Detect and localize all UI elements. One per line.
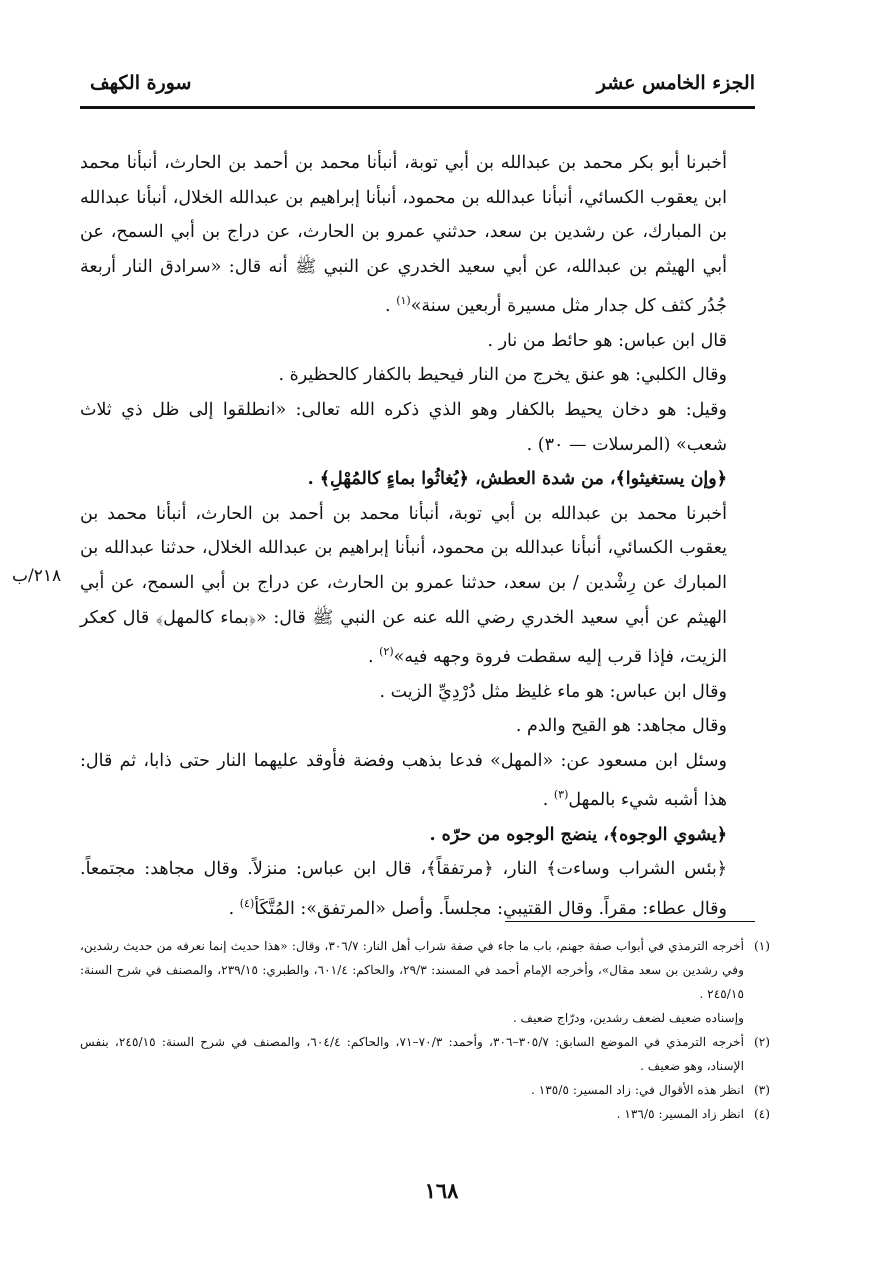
footnote-ref: (٢)	[379, 645, 394, 659]
footnote	[80, 1030, 780, 1078]
footnote	[80, 1102, 780, 1126]
body-paragraph: أخبرنا محمد بن عبدالله بن أبي توبة، أنبأنا محمد بن أحمد بن الحارث، أنبأنا محمد بن يعقوب الكسائي، أنبأنا عبدالله بن محمود، أنبأنا إبراهيم بن عبدالله الخلال، حدثنا عبدالله بن المبارك عن رِشْدين / بن سعد، حدثنا عمرو بن الحارث، عن دراج بن أبي السمح، عن أبي الهيثم عن أبي سعيد الخدري رضي الله عنه عن النبي ﷺ قال: «﴿بماء كالمهل﴾ قال كعكر الزيت، فإذا قرب إليه سقطت فروة وجهه فيه»$^{(٢)}$ .	[80, 503, 727, 667]
footnote	[80, 934, 780, 1030]
footnote-number: (١)	[753, 939, 771, 953]
footnote-line: انظر هذه الأقوال في: زاد المسير: ١٣٥/٥ .	[530, 1083, 744, 1097]
body-paragraph: وسئل ابن مسعود عن: «المهل» فدعا بذهب وفضة فأوقد عليهما النار حتى ذابا، ثم قال: هذا أشبه شيء بالمهل$^{(٣)}$ .	[80, 750, 727, 811]
quran-verse: ﴿يشوي الوجوه﴾، ينضج الوجوه من حرّه .	[429, 824, 727, 845]
body-paragraph: أخبرنا أبو بكر محمد بن عبدالله بن أبي توبة، أنبأنا محمد بن أحمد بن الحارث، أنبأنا محمد ابن يعقوب الكسائي، أنبأنا عبدالله بن محمود، أنبأنا إبراهيم بن عبدالله الخلال، أنبأنا عبدالله بن المبارك، عن رشدين بن سعد، حدثني عمرو بن الحارث، عن دراج بن أبي السمح، عن أبي الهيثم بن عبدالله، عن أبي سعيد الخدري عن النبي ﷺ أنه قال: «سرادق النار أربعة جُدُر كثف كل جدار مثل مسيرة أربعين سنة»$^{(١)}$ .	[80, 153, 727, 317]
footnote	[80, 1078, 780, 1102]
footnote-ref: (٣)	[553, 788, 569, 802]
body-paragraph: وقال مجاهد: هو القيح والدم .	[515, 716, 727, 737]
body-paragraph: وقيل: هو دخان يحيط بالكفار وهو الذي ذكره الله تعالى: «انطلقوا إلى ظل ذي ثلاث شعب» (المرسلات — ٣٠) .	[80, 399, 727, 455]
paragraph-text: أخبرنا أبو بكر محمد بن عبدالله بن أبي توبة، أنبأنا محمد بن أحمد بن الحارث، أنبأنا محمد ابن يعقوب الكسائي، أنبأنا عبدالله بن محمود، أنبأنا إبراهيم بن عبدالله الخلال، أنبأنا عبدالله بن المبارك، عن رشدين بن سعد، حدثني عمرو بن الحارث، عن دراج بن أبي السمح، عن أبي الهيثم بن عبدالله، عن أبي سعيد الخدري عن النبي ﷺ أنه قال: «سرادق النار أربعة جُدُر كثف كل جدار مثل مسيرة أربعين سنة»	[80, 153, 727, 317]
page-number: ١٦٨	[424, 1178, 459, 1203]
header-rule	[80, 106, 755, 109]
footnotes	[80, 934, 780, 1126]
running-header	[80, 68, 755, 108]
body-paragraph: وقال ابن عباس: هو ماء غليظ مثل دُرْدِيِّ الزيت .	[379, 681, 727, 702]
footnote-number: (٣)	[753, 1083, 771, 1097]
body-paragraph: قال ابن عباس: هو حائط من نار .	[487, 330, 727, 351]
manuscript-folio-marker: ٢١٨/ب	[12, 566, 62, 586]
footnote-line: انظر زاد المسير: ١٣٦/٥ .	[616, 1107, 744, 1121]
quran-verse: ﴿وإن يستغيثوا﴾، من شدة العطش، ﴿يُغاثُوا بماءٍ كالمُهْلِ﴾ .	[307, 469, 727, 490]
footnote-number: (٢)	[753, 1035, 771, 1049]
footnote-ref: (١)	[396, 294, 411, 308]
footnote-separator	[505, 921, 755, 922]
surah-title: سورة الكهف	[90, 72, 192, 94]
part-title: الجزء الخامس عشر	[596, 72, 755, 94]
body-paragraph: ﴿بئس الشراب وساءت﴾ النار، ﴿مرتفقاً﴾، قال ابن عباس: منزلاً. وقال مجاهد: مجتمعاً. وقال عطاء: مقراً. وقال القتيبي: مجلساً. وأصل «المرتفق»: المُتَّكَأ$^{(٤)}$ .	[80, 859, 727, 919]
paragraph-text: أخبرنا محمد بن عبدالله بن أبي توبة، أنبأنا محمد بن أحمد بن الحارث، أنبأنا محمد بن يعقوب الكسائي، أنبأنا عبدالله بن محمود، أنبأنا إبراهيم بن عبدالله الخلال، حدثنا عبدالله بن المبارك عن رِشْدين / بن سعد، حدثنا عمرو بن الحارث، عن دراج بن أبي السمح، عن أبي الهيثم عن أبي سعيد الخدري رضي الله عنه عن النبي ﷺ قال: «﴿بماء كالمهل﴾ قال كعكر الزيت، فإذا قرب إليه سقطت فروة وجهه فيه»	[80, 503, 727, 667]
paragraph-text: ﴿بئس الشراب وساءت﴾ النار، ﴿مرتفقاً﴾، قال ابن عباس: منزلاً. وقال مجاهد: مجتمعاً. وقال عطاء: مقراً. وقال القتيبي: مجلساً. وأصل «المرتفق»: المُتَّكَأ	[80, 859, 727, 919]
footnote-number: (٤)	[753, 1107, 771, 1121]
footnote-line: أخرجه الترمذي في أبواب صفة جهنم، باب ما جاء في صفة شراب أهل النار: ٣٠٦/٧، وقال: «هذا حديث إنما نعرفه من حديث رشدين، وفي رشدين بن سعد مقال»، وأخرجه الإمام أحمد في المسند: ٢٩/٣، والحاكم: ٦٠١/٤، والطبري: ٢٣٩/١٥، والمصنف في شرح السنة: ٢٤٥/١٥ .	[80, 939, 744, 1001]
footnote-line: وإسناده ضعيف لضعف رشدين، ودرّاج ضعيف .	[512, 1011, 744, 1025]
footnote-ref: (٤)	[239, 896, 255, 910]
body-paragraph: وقال الكلبي: هو عنق يخرج من النار فيحيط بالكفار كالحظيرة .	[278, 365, 727, 386]
paragraph-text: وسئل ابن مسعود عن: «المهل» فدعا بذهب وفضة فأوقد عليهما النار حتى ذابا، ثم قال: هذا أشبه شيء بالمهل	[80, 750, 727, 811]
main-text	[80, 146, 755, 926]
footnote-line: أخرجه الترمذي في الموضع السابق: ٣٠٥/٧–٣٠٦، وأحمد: ٧٠/٣–٧١، والحاكم: ٦٠٤/٤، والمصنف في شرح السنة: ٢٤٥/١٥، بنفس الإسناد، وهو ضعيف .	[80, 1035, 744, 1073]
